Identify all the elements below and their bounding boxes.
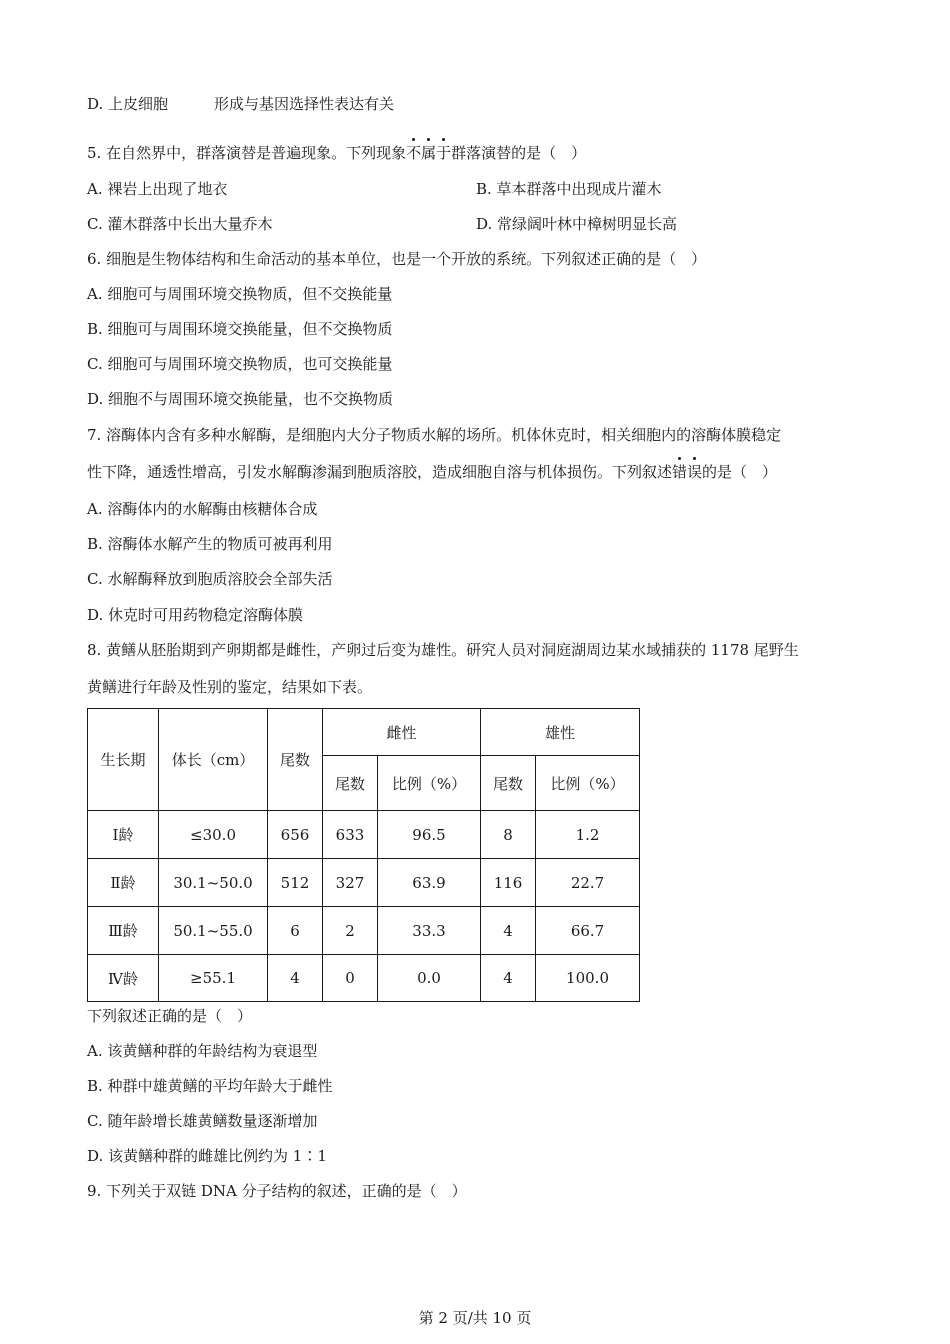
table-row xyxy=(88,955,640,1002)
q7-stem-line2 xyxy=(87,462,777,482)
header-male: 雄性 xyxy=(481,709,640,756)
cell-female-ratio: 96.5 xyxy=(378,811,481,859)
cell-female-count: 327 xyxy=(323,859,378,907)
cell-length: ≥55.1 xyxy=(159,955,268,1002)
q6-option-d: D. 细胞不与周围环境交换能量，也不交换物质 xyxy=(87,390,394,408)
cell-length: ≤30.0 xyxy=(159,811,268,859)
cell-length: 50.1~55.0 xyxy=(159,907,268,955)
cell-count: 4 xyxy=(268,955,323,1002)
q7-emph-char: 错 xyxy=(672,463,688,481)
q5-option-c: C. 灌木群落中长出大量乔木 xyxy=(87,215,273,233)
header-male-ratio: 比例（%） xyxy=(536,756,640,811)
cell-count: 6 xyxy=(268,907,323,955)
q8-option-d: D. 该黄鳝种群的雌雄比例约为 1∶1 xyxy=(87,1147,327,1165)
q7-option-b: B. 溶酶体水解产生的物质可被再利用 xyxy=(87,535,333,553)
header-male-count: 尾数 xyxy=(481,756,536,811)
cell-male-ratio: 22.7 xyxy=(536,859,640,907)
q6-option-b: B. 细胞可与周围环境交换能量，但不交换物质 xyxy=(87,320,393,338)
cell-female-ratio: 63.9 xyxy=(378,859,481,907)
cell-male-count: 4 xyxy=(481,907,536,955)
cell-count: 512 xyxy=(268,859,323,907)
q7-stem-text: 性下降，通透性增高，引发水解酶渗漏到胞质溶胶，造成细胞自溶与机体损伤。下列叙述 xyxy=(87,463,673,481)
cell-female-count: 2 xyxy=(323,907,378,955)
cell-male-count: 8 xyxy=(481,811,536,859)
header-count: 尾数 xyxy=(268,709,323,811)
table-row xyxy=(88,811,640,859)
cell-stage: Ⅰ龄 xyxy=(88,811,159,859)
q5-option-a: A. 裸岩上出现了地衣 xyxy=(87,180,228,198)
cell-male-ratio: 1.2 xyxy=(536,811,640,859)
q7-emph-char: 误 xyxy=(687,463,703,481)
q7-stem-tail: 的是（ ） xyxy=(702,463,778,481)
cell-female-ratio: 0.0 xyxy=(378,955,481,1002)
cell-male-count: 116 xyxy=(481,859,536,907)
header-female-ratio: 比例（%） xyxy=(378,756,481,811)
q7-option-c: C. 水解酶释放到胞质溶胶会全部失活 xyxy=(87,570,333,588)
q7-stem-line1: 7. 溶酶体内含有多种水解酶，是细胞内大分子物质水解的场所。机体休克时，相关细胞内的溶酶体膜稳定 xyxy=(87,426,782,444)
cell-stage: Ⅱ龄 xyxy=(88,859,159,907)
header-female-count: 尾数 xyxy=(323,756,378,811)
q8-stem-line2: 黄鳝进行年龄及性别的鉴定，结果如下表。 xyxy=(87,678,373,696)
header-stage: 生长期 xyxy=(88,709,159,811)
table-row xyxy=(88,907,640,955)
q6-option-c: C. 细胞可与周围环境交换物质，也可交换能量 xyxy=(87,355,393,373)
header-female: 雌性 xyxy=(323,709,481,756)
q5-emph-char: 属 xyxy=(421,144,437,162)
q5-option-b: B. 草本群落中出现成片灌木 xyxy=(476,180,662,198)
q8-after-table: 下列叙述正确的是（ ） xyxy=(87,1007,253,1025)
q8-option-c: C. 随年龄增长雄黄鳝数量逐渐增加 xyxy=(87,1112,318,1130)
header-length: 体长（cm） xyxy=(159,709,268,811)
q8-stem-line1: 8. 黄鳝从胚胎期到产卵期都是雌性，产卵过后变为雄性。研究人员对洞庭湖周边某水域捕获的 1178 尾野生 xyxy=(87,641,799,659)
page-footer: 第 2 页/共 10 页 xyxy=(418,1309,532,1327)
cell-female-ratio: 33.3 xyxy=(378,907,481,955)
q7-option-d: D. 休克时可用药物稳定溶酶体膜 xyxy=(87,606,304,624)
q5-stem xyxy=(87,143,586,163)
q5-stem-tail: 群落演替的是（ ） xyxy=(451,144,587,162)
cell-stage: Ⅲ龄 xyxy=(88,907,159,955)
cell-female-count: 0 xyxy=(323,955,378,1002)
q9-stem: 9. 下列关于双链 DNA 分子结构的叙述，正确的是（ ） xyxy=(87,1182,467,1200)
cell-length: 30.1~50.0 xyxy=(159,859,268,907)
q5-stem-text: 5. 在自然界中，群落演替是普遍现象。下列现象 xyxy=(87,144,407,162)
cell-male-ratio: 100.0 xyxy=(536,955,640,1002)
eel-age-sex-table xyxy=(87,708,640,1002)
cell-female-count: 633 xyxy=(323,811,378,859)
table-header-row xyxy=(88,709,640,756)
cell-stage: Ⅳ龄 xyxy=(88,955,159,1002)
q6-stem: 6. 细胞是生物体结构和生命活动的基本单位，也是一个开放的系统。下列叙述正确的是（ ） xyxy=(87,250,707,268)
q6-option-a: A. 细胞可与周围环境交换物质，但不交换能量 xyxy=(87,285,393,303)
q8-option-b: B. 种群中雄黄鳝的平均年龄大于雌性 xyxy=(87,1077,333,1095)
q4-option-d-suffix: 形成与基因选择性表达有关 xyxy=(214,95,395,113)
q7-option-a: A. 溶酶体内的水解酶由核糖体合成 xyxy=(87,500,318,518)
q4-option-d-prefix: D. 上皮细胞 xyxy=(87,95,169,113)
table-row xyxy=(88,859,640,907)
q5-emph-char: 不 xyxy=(406,144,422,162)
q4-option-d xyxy=(87,94,394,114)
cell-count: 656 xyxy=(268,811,323,859)
q8-option-a: A. 该黄鳝种群的年龄结构为衰退型 xyxy=(87,1042,318,1060)
q5-emph-char: 于 xyxy=(436,144,452,162)
q5-option-d: D. 常绿阔叶林中樟树明显长高 xyxy=(476,215,678,233)
cell-male-ratio: 66.7 xyxy=(536,907,640,955)
cell-male-count: 4 xyxy=(481,955,536,1002)
